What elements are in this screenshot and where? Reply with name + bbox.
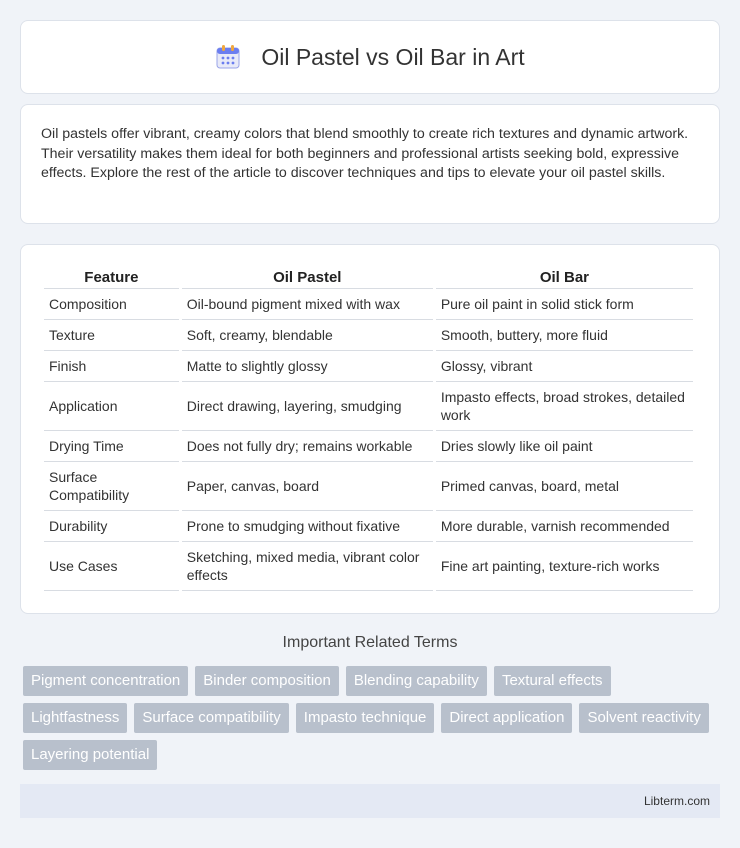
related-terms-heading: Important Related Terms	[282, 634, 458, 651]
table-row	[44, 320, 693, 351]
feature-cell: Surface Compatibility	[44, 462, 179, 511]
feature-cell: Durability	[44, 511, 179, 542]
feature-cell: Drying Time	[44, 431, 179, 462]
oil-bar-cell: Primed canvas, board, metal	[436, 462, 693, 511]
related-term-tag[interactable]: Direct application	[441, 703, 572, 733]
related-term-tag[interactable]: Textural effects	[494, 666, 611, 696]
table-row	[44, 542, 693, 591]
header-feature: Feature	[44, 265, 179, 289]
feature-cell: Application	[44, 382, 179, 431]
feature-cell: Composition	[44, 289, 179, 320]
related-term-tag[interactable]: Solvent reactivity	[579, 703, 708, 733]
table-row	[44, 289, 693, 320]
footer	[20, 784, 720, 818]
comparison-table	[41, 265, 696, 591]
table-row	[44, 462, 693, 511]
oil-pastel-cell: Matte to slightly glossy	[182, 351, 433, 382]
related-term-tag[interactable]: Pigment concentration	[23, 666, 188, 696]
table-header-row	[44, 265, 693, 289]
oil-pastel-cell: Does not fully dry; remains workable	[182, 431, 433, 462]
comparison-card	[20, 244, 720, 614]
related-term-tag[interactable]: Blending capability	[346, 666, 487, 696]
oil-pastel-cell: Direct drawing, layering, smudging	[182, 382, 433, 431]
oil-bar-cell: Fine art painting, texture-rich works	[436, 542, 693, 591]
title-card	[20, 20, 720, 94]
calendar-icon	[215, 44, 241, 70]
related-term-tag[interactable]: Layering potential	[23, 740, 157, 770]
header-oil-pastel: Oil Pastel	[182, 265, 433, 289]
oil-bar-cell: More durable, varnish recommended	[436, 511, 693, 542]
feature-cell: Use Cases	[44, 542, 179, 591]
feature-cell: Texture	[44, 320, 179, 351]
table-row	[44, 351, 693, 382]
oil-bar-cell: Pure oil paint in solid stick form	[436, 289, 693, 320]
oil-pastel-cell: Oil-bound pigment mixed with wax	[182, 289, 433, 320]
feature-cell: Finish	[44, 351, 179, 382]
related-term-tag[interactable]: Surface compatibility	[134, 703, 288, 733]
oil-pastel-cell: Sketching, mixed media, vibrant color effects	[182, 542, 433, 591]
table-row	[44, 382, 693, 431]
intro-card	[20, 104, 720, 224]
intro-text: Oil pastels offer vibrant, creamy colors that blend smoothly to create rich textures and dynamic artwork. Their versatility makes them ideal for both beginners and professional artists seeking bold, expressive effects. Explore the rest of the article to discover techniques and tips to elevate your oil pastel skills.	[41, 126, 689, 181]
footer-site-link[interactable]: Libterm.com	[643, 794, 710, 808]
table-row	[44, 511, 693, 542]
oil-pastel-cell: Soft, creamy, blendable	[182, 320, 433, 351]
page-title: Oil Pastel vs Oil Bar in Art	[261, 43, 525, 70]
oil-bar-cell: Smooth, buttery, more fluid	[436, 320, 693, 351]
oil-bar-cell: Impasto effects, broad strokes, detailed work	[436, 382, 693, 431]
oil-bar-cell: Dries slowly like oil paint	[436, 431, 693, 462]
header-oil-bar: Oil Bar	[436, 265, 693, 289]
related-term-tag[interactable]: Lightfastness	[23, 703, 127, 733]
oil-pastel-cell: Paper, canvas, board	[182, 462, 433, 511]
related-terms-list	[23, 666, 723, 777]
related-term-tag[interactable]: Binder composition	[195, 666, 339, 696]
oil-bar-cell: Glossy, vibrant	[436, 351, 693, 382]
oil-pastel-cell: Prone to smudging without fixative	[182, 511, 433, 542]
table-row	[44, 431, 693, 462]
related-term-tag[interactable]: Impasto technique	[296, 703, 435, 733]
